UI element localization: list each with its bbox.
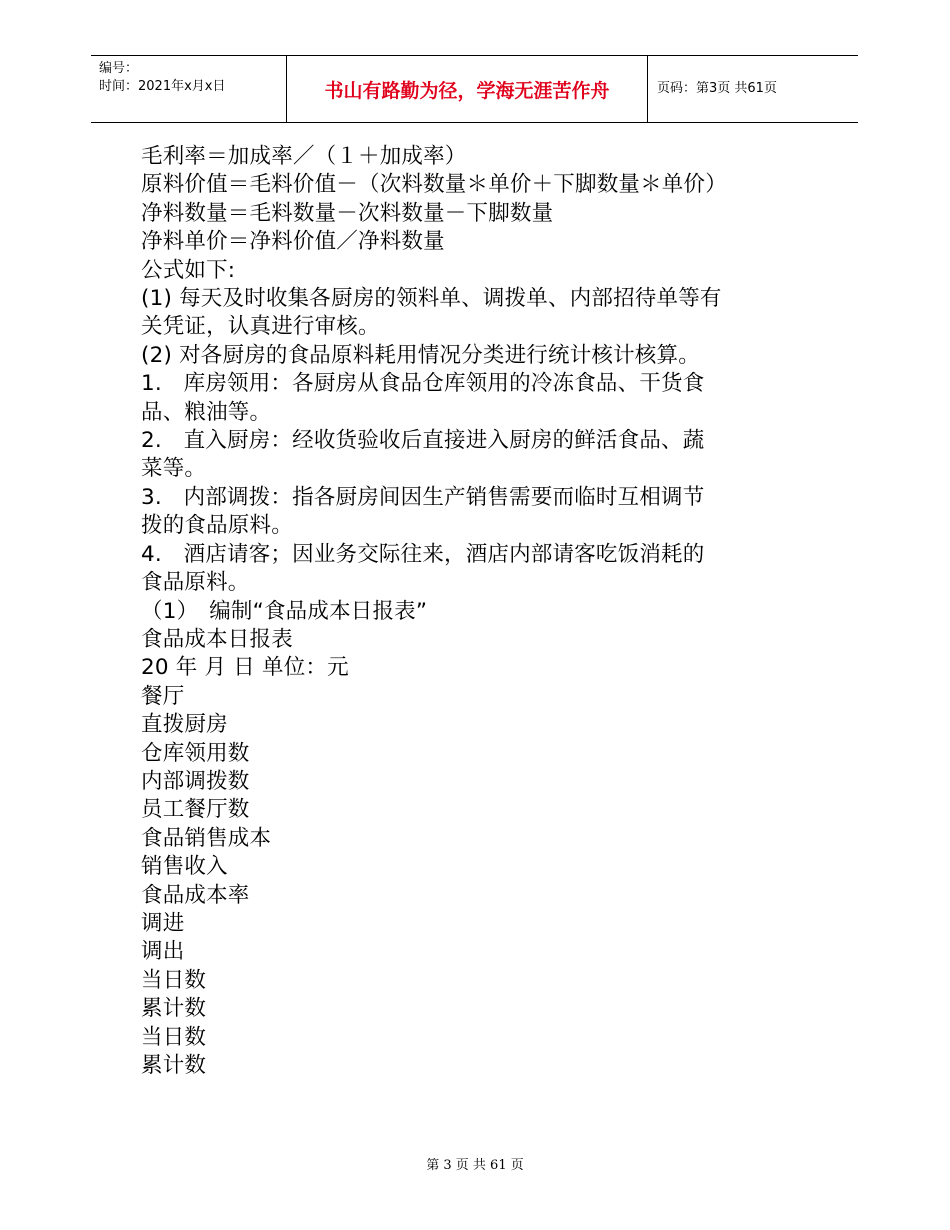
report-field: 累计数 — [141, 1053, 207, 1078]
formula-material-value: 原料价值＝毛料价值－（次料数量＊单价＋下脚数量＊单价） — [141, 172, 727, 198]
report-field: 累计数 — [141, 996, 207, 1022]
item-1-line-2: 品、粮油等。 — [141, 399, 272, 425]
report-field: 调出 — [141, 939, 185, 965]
time-label: 时间：2021年x月x日 — [99, 79, 226, 94]
section-heading: （1） 编制“食品成本日报表” — [141, 598, 428, 624]
report-field: 当日数 — [141, 967, 207, 993]
item-1-line-1: 1. 库房领用：各厨房从食品仓库领用的冷冻食品、干货食 — [141, 371, 705, 397]
header-meta — [91, 56, 286, 122]
report-field: 销售收入 — [141, 854, 228, 880]
step-1-line-2: 关凭证，认真进行审核。 — [141, 314, 380, 340]
item-2-line-1: 2. 直入厨房：经收货验收后直接进入厨房的鲜活食品、蔬 — [141, 428, 705, 454]
report-field: 食品销售成本 — [141, 825, 272, 851]
report-field: 员工餐厅数 — [141, 797, 250, 823]
page-footer: 第 3 页 共 61 页 — [426, 1158, 524, 1173]
item-3-line-2: 拨的食品原料。 — [141, 513, 293, 539]
report-field: 内部调拨数 — [141, 768, 250, 794]
serial-label: 编号： — [99, 61, 139, 76]
report-field: 当日数 — [141, 1024, 207, 1050]
header-motto-cell — [286, 56, 648, 122]
step-1-line-1: (1) 每天及时收集各厨房的领料单、调拨单、内部招待单等有 — [141, 286, 722, 312]
motto-text: 书山有路勤为径，学海无涯苦作舟 — [324, 79, 610, 102]
report-field: 直拨厨房 — [141, 712, 228, 738]
document-body — [141, 143, 811, 1080]
header-page-cell — [647, 56, 858, 122]
page-header — [91, 55, 858, 123]
formula-heading: 公式如下: — [141, 257, 236, 283]
report-field: 食品成本率 — [141, 882, 250, 908]
item-4-line-1: 4. 酒店请客；因业务交际往来，酒店内部请客吃饭消耗的 — [141, 541, 705, 567]
formula-net-unit-price: 净料单价＝净料价值／净料数量 — [141, 229, 445, 255]
item-2-line-2: 菜等。 — [141, 456, 207, 482]
formula-gross-margin: 毛利率＝加成率／（１＋加成率） — [141, 144, 467, 169]
item-4-line-2: 食品原料。 — [141, 570, 250, 596]
step-2-line: (2) 对各厨房的食品原料耗用情况分类进行统计核计核算。 — [141, 342, 700, 368]
formula-net-quantity: 净料数量＝毛料数量－次料数量－下脚数量 — [141, 200, 554, 226]
report-field: 调进 — [141, 910, 185, 936]
report-field: 仓库领用数 — [141, 740, 250, 766]
report-field: 餐厅 — [141, 683, 185, 709]
item-3-line-1: 3. 内部调拨：指各厨房间因生产销售需要而临时互相调节 — [141, 484, 705, 510]
header-page-info: 页码：第3页 共61页 — [657, 81, 777, 96]
report-date-unit: 20 年 月 日 单位：元 — [141, 655, 349, 681]
report-title: 食品成本日报表 — [141, 626, 293, 652]
